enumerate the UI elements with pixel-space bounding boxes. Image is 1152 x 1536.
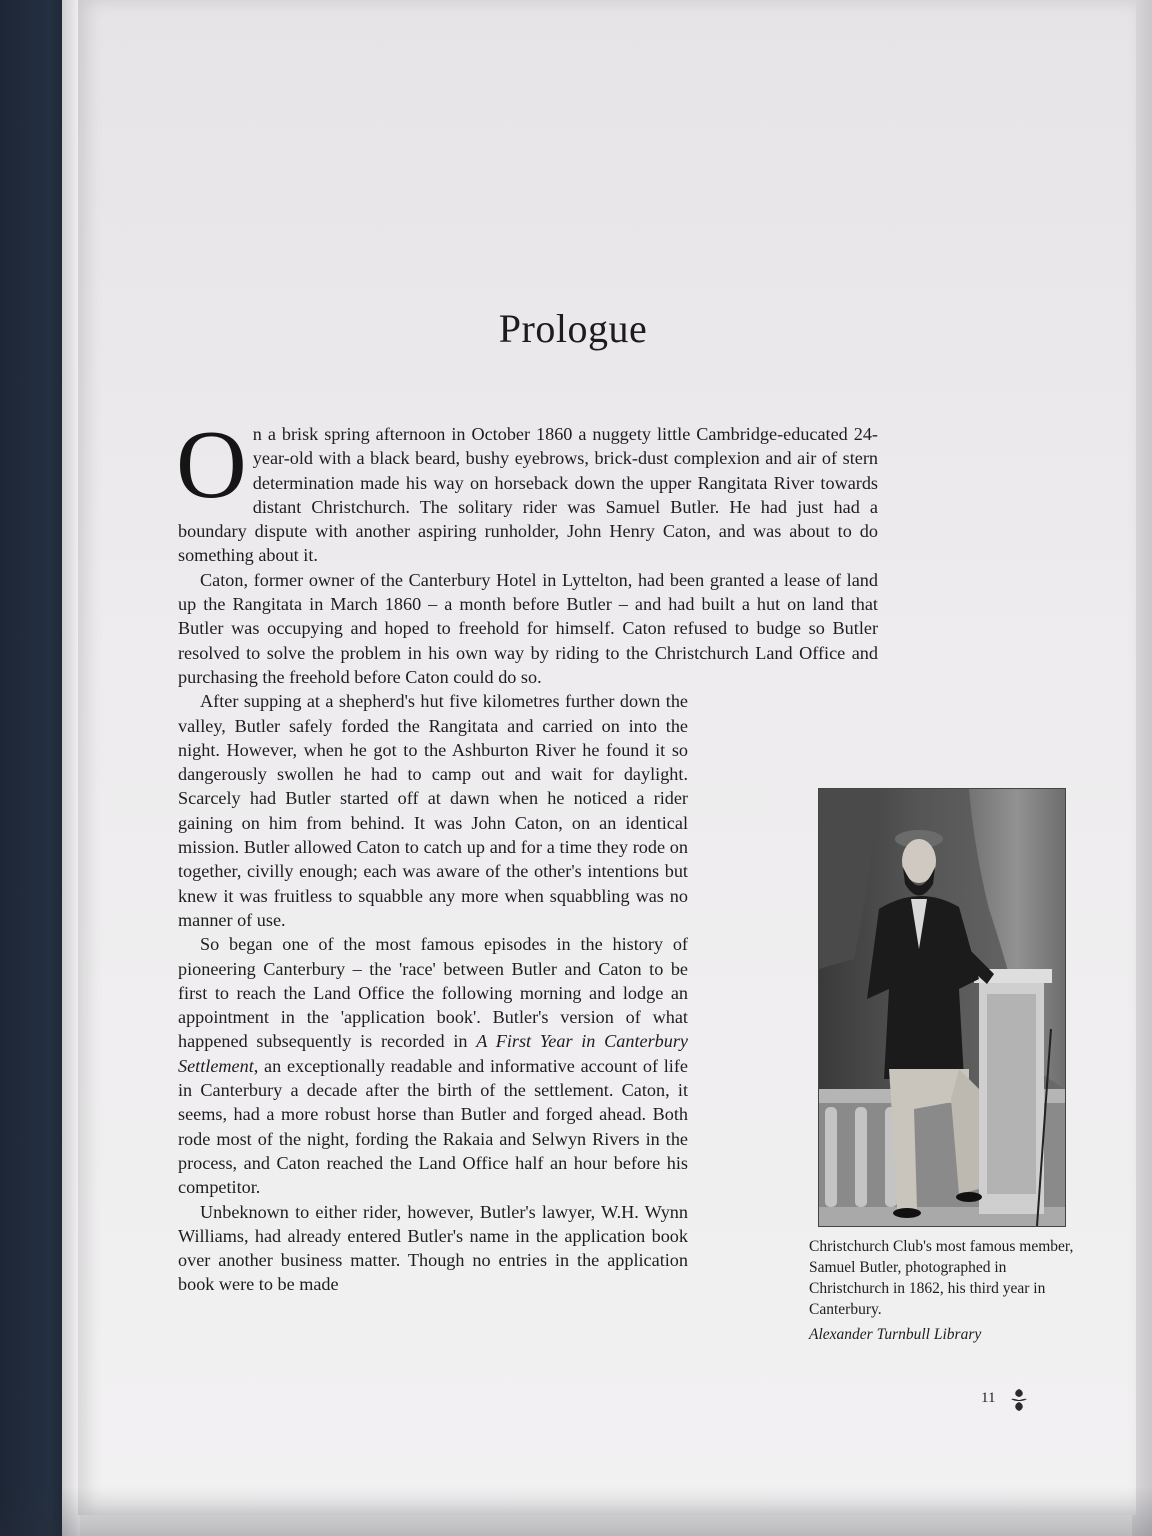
- chapter-title: Prologue: [498, 306, 648, 351]
- book-page: [78, 0, 1136, 1515]
- paragraph-3: After supping at a shepherd's hut five kilometres further down the valley, Butler safely forded the Rangitata and carried on into the night. However, when he got to the Ashburton River he found it so dangerously swollen he had to camp out and wait for daylight. Scarcely had Butler started off at dawn when he noticed a rider gaining on him from behind. It was John Caton, on an identical mission. Butler allowed Caton to catch up and for a time they rode on together, civilly enough; each was aware of the other's intentions but knew it was fruitless to squabble any more when squabbling was no manner of use.: [178, 691, 688, 930]
- portrait-illustration: [819, 789, 1065, 1226]
- drop-cap: O: [176, 411, 247, 519]
- fleuron-icon: [1008, 1387, 1030, 1413]
- caption-text: Christchurch Club's most famous member, Samuel Butler, photographed in Christchurch in 1862, his third year in Canterbury.: [809, 1238, 1074, 1318]
- paragraph-1: [176, 411, 878, 568]
- paragraph-4: [178, 932, 688, 1199]
- figure-caption: [809, 1236, 1074, 1345]
- page-number: 11: [981, 1390, 996, 1406]
- paragraph-2: Caton, former owner of the Canterbury Hotel in Lyttelton, had been granted a lease of land up the Rangitata in March 1860 – a month before Butler – and had built a hut on land that Butler was occupying and hoped to freehold for himself. Caton refused to budge so Butler resolved to solve the problem in his own way by riding to the Christchurch Land Office and purchasing the freehold before Caton could do so.: [178, 569, 878, 687]
- paragraph-5: Unbeknown to either rider, however, Butler's lawyer, W.H. Wynn Williams, had already entered Butler's name in the application book over another business matter. Though no entries in the application book were to be made: [178, 1201, 688, 1295]
- paragraph-1-text: n a brisk spring afternoon in October 1860 a nuggety little Cambridge-educated 24-year-old with a black beard, bushy eyebrows, brick-dust complexion and air of stern determination made his way on horseback down the upper Rangitata River towards distant Christchurch. The solitary rider was Samuel Butler. He had just had a boundary dispute with another aspiring runholder, John Henry Caton, and was about to do something about it.: [178, 424, 878, 566]
- photo-credit: Alexander Turnbull Library: [809, 1326, 982, 1343]
- body-text: [176, 411, 878, 1297]
- page-bottom-shadow: [0, 1486, 1152, 1536]
- paragraph-4-text-a: So began one of the most famous episodes in the history of pioneering Canterbury – the 'race' between Butler and Caton to be first to reach the Land Office the following morning and lodge an appointment in the 'application book'. Butler's version of what happened subsequently is recorded in: [178, 934, 688, 1052]
- book-title-italic: A First Year in Canterbury Settlement: [178, 1031, 688, 1076]
- portrait-photo: [818, 788, 1066, 1227]
- paragraph-4-text-b: , an exceptionally readable and informative account of life in Canterbury a decade after the birth of the settlement. Caton, it seems, had a more robust horse than Butler and forged ahead. Both rode most of the night, fording the Rakaia and Selwyn Rivers in the process, and Caton reached the Land Office half an hour before his competitor.: [178, 1055, 688, 1198]
